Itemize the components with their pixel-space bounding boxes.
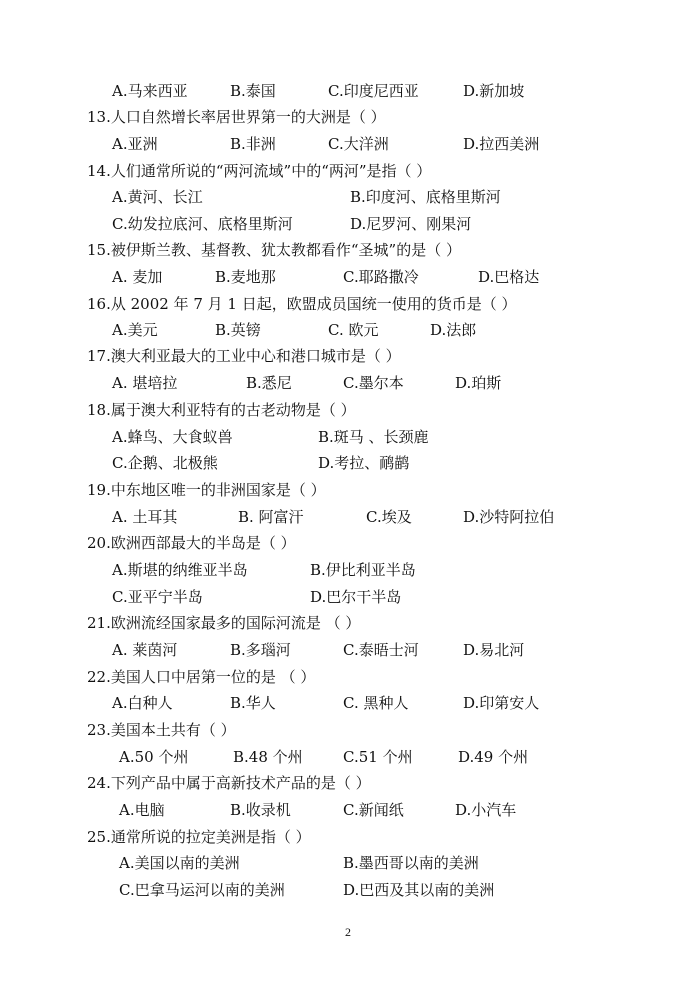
option-22-c: C. 黑种人 xyxy=(343,694,409,712)
question-21 xyxy=(0,610,696,636)
option-20-b: B.伊比利亚半岛 xyxy=(310,561,416,579)
option-24-d: D.小汽车 xyxy=(455,801,517,819)
option-12-c: C.印度尼西亚 xyxy=(328,82,419,100)
options-row-21 xyxy=(0,637,696,663)
option-17-d: D.珀斯 xyxy=(455,374,502,392)
option-16-a: A.美元 xyxy=(112,321,158,339)
question-25 xyxy=(0,824,696,850)
options-row-22 xyxy=(0,690,696,716)
option-22-d: D.印第安人 xyxy=(463,694,540,712)
options-row-20-cd xyxy=(0,584,696,610)
option-23-d: D.49 个州 xyxy=(458,748,529,766)
question-17 xyxy=(0,343,696,369)
option-19-d: D.沙特阿拉伯 xyxy=(463,508,555,526)
question-23 xyxy=(0,717,696,743)
question-22-text: 22.美国人口中居第一位的是 （ ） xyxy=(87,668,316,686)
question-24 xyxy=(0,770,696,796)
option-23-c: C.51 个州 xyxy=(343,748,413,766)
question-14-text: 14.人们通常所说的“两河流域”中的“两河”是指（ ） xyxy=(87,162,432,180)
option-25-d: D.巴西及其以南的美洲 xyxy=(343,881,495,899)
option-21-b: B.多瑙河 xyxy=(230,641,291,659)
option-15-d: D.巴格达 xyxy=(478,268,540,286)
question-24-text: 24.下列产品中属于高新技术产品的是（ ） xyxy=(87,774,371,792)
options-row-20-ab xyxy=(0,557,696,583)
question-23-text: 23.美国本土共有（ ） xyxy=(87,721,236,739)
question-20 xyxy=(0,530,696,556)
question-20-text: 20.欧洲西部最大的半岛是（ ） xyxy=(87,534,296,552)
option-20-d: D.巴尔干半岛 xyxy=(310,588,402,606)
options-row-19 xyxy=(0,504,696,530)
option-13-c: C.大洋洲 xyxy=(328,135,389,153)
options-row-25-ab xyxy=(0,850,696,876)
option-14-a: A.黄河、长江 xyxy=(112,188,203,206)
options-row-17 xyxy=(0,370,696,396)
option-18-a: A.蜂鸟、大食蚁兽 xyxy=(112,428,233,446)
question-15 xyxy=(0,237,696,263)
option-21-c: C.泰晤士河 xyxy=(343,641,419,659)
option-14-c: C.幼发拉底河、底格里斯河 xyxy=(112,215,293,233)
option-23-b: B.48 个州 xyxy=(233,748,303,766)
option-18-c: C.企鹅、北极熊 xyxy=(112,454,218,472)
option-22-b: B.华人 xyxy=(230,694,276,712)
options-row-16 xyxy=(0,317,696,343)
option-13-d: D.拉西美洲 xyxy=(463,135,540,153)
option-25-c: C.巴拿马运河以南的美洲 xyxy=(119,881,285,899)
option-24-b: B.收录机 xyxy=(230,801,291,819)
option-15-c: C.耶路撒冷 xyxy=(343,268,419,286)
options-row-24 xyxy=(0,797,696,823)
question-16 xyxy=(0,291,696,317)
options-row-12 xyxy=(0,78,696,104)
option-14-b: B.印度河、底格里斯河 xyxy=(350,188,501,206)
options-row-25-cd xyxy=(0,877,696,903)
option-12-a: A.马来西亚 xyxy=(112,82,188,100)
option-17-b: B.悉尼 xyxy=(246,374,292,392)
option-16-b: B.英镑 xyxy=(215,321,261,339)
question-13 xyxy=(0,104,696,130)
question-14 xyxy=(0,158,696,184)
question-18-text: 18.属于澳大利亚特有的古老动物是（ ） xyxy=(87,401,356,419)
option-17-c: C.墨尔本 xyxy=(343,374,404,392)
options-row-14-cd xyxy=(0,211,696,237)
question-16-text: 16.从 2002 年 7 月 1 日起，欧盟成员国统一使用的货币是（ ） xyxy=(87,295,517,313)
option-24-a: A.电脑 xyxy=(119,801,165,819)
option-16-d: D.法郎 xyxy=(430,321,477,339)
question-25-text: 25.通常所说的拉定美洲是指（ ） xyxy=(87,828,311,846)
option-25-b: B.墨西哥以南的美洲 xyxy=(343,854,479,872)
question-18 xyxy=(0,397,696,423)
option-18-b: B.斑马 、长颈鹿 xyxy=(318,428,429,446)
question-15-text: 15.被伊斯兰教、基督教、犹太教都看作“圣城”的是（ ） xyxy=(87,241,461,259)
options-row-14-ab xyxy=(0,184,696,210)
option-20-c: C.亚平宁半岛 xyxy=(112,588,203,606)
question-17-text: 17.澳大利亚最大的工业中心和港口城市是（ ） xyxy=(87,347,401,365)
question-19 xyxy=(0,477,696,503)
option-16-c: C. 欧元 xyxy=(328,321,379,339)
question-22 xyxy=(0,664,696,690)
options-row-18-ab xyxy=(0,424,696,450)
question-21-text: 21.欧洲流经国家最多的国际河流是 （ ） xyxy=(87,614,361,632)
option-15-b: B.麦地那 xyxy=(215,268,276,286)
option-25-a: A.美国以南的美洲 xyxy=(119,854,240,872)
option-13-a: A.亚洲 xyxy=(112,135,158,153)
option-19-c: C.埃及 xyxy=(366,508,412,526)
option-20-a: A.斯堪的纳维亚半岛 xyxy=(112,561,248,579)
option-24-c: C.新闻纸 xyxy=(343,801,404,819)
option-15-a: A. 麦加 xyxy=(112,268,163,286)
option-13-b: B.非洲 xyxy=(230,135,276,153)
option-21-d: D.易北河 xyxy=(463,641,525,659)
options-row-13 xyxy=(0,131,696,157)
option-12-b: B.泰国 xyxy=(230,82,276,100)
options-row-23 xyxy=(0,744,696,770)
question-13-text: 13.人口自然增长率居世界第一的大洲是（ ） xyxy=(87,108,386,126)
page-number: 2 xyxy=(345,925,351,939)
option-14-d: D.尼罗河、刚果河 xyxy=(350,215,472,233)
option-19-b: B. 阿富汗 xyxy=(238,508,304,526)
option-17-a: A. 堪培拉 xyxy=(112,374,178,392)
options-row-18-cd xyxy=(0,450,696,476)
option-23-a: A.50 个州 xyxy=(119,748,189,766)
options-row-15 xyxy=(0,264,696,290)
option-18-d: D.考拉、鸸鹋 xyxy=(318,454,410,472)
question-19-text: 19.中东地区唯一的非洲国家是（ ） xyxy=(87,481,326,499)
option-12-d: D.新加坡 xyxy=(463,82,525,100)
option-22-a: A.白种人 xyxy=(112,694,173,712)
option-21-a: A. 莱茵河 xyxy=(112,641,178,659)
option-19-a: A. 土耳其 xyxy=(112,508,178,526)
